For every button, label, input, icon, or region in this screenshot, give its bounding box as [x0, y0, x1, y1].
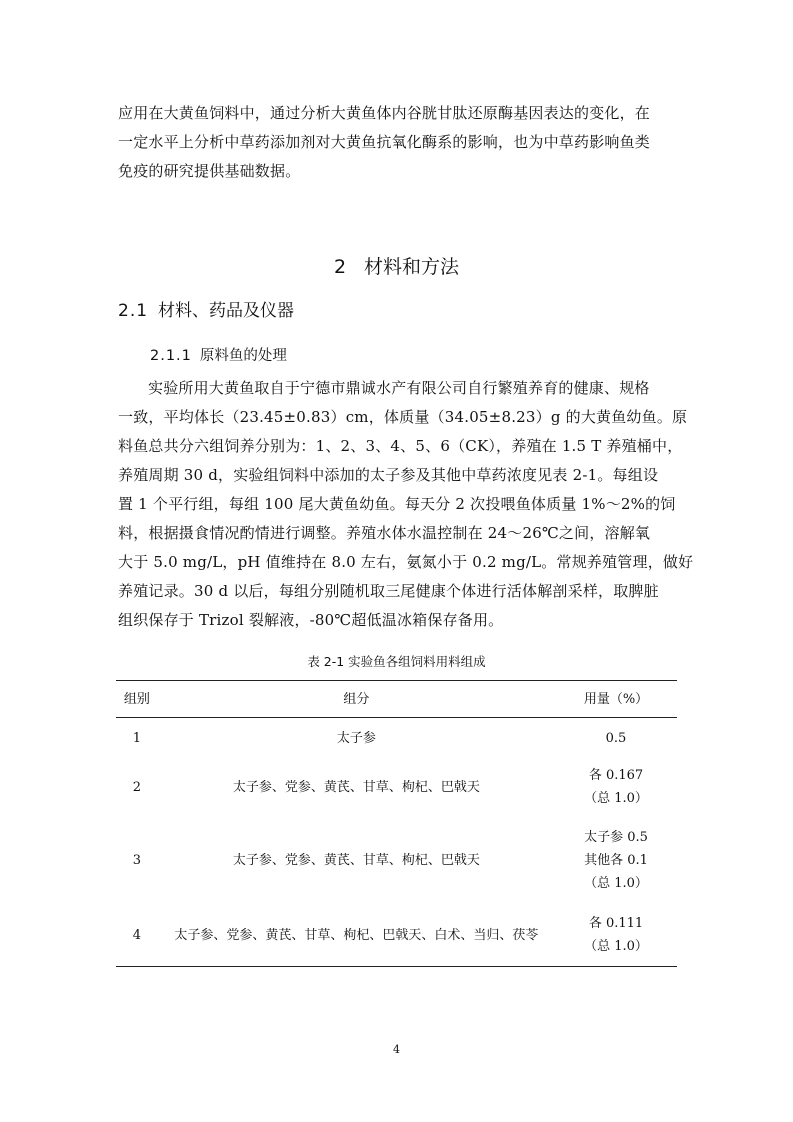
cell-group: 1	[132, 730, 141, 746]
table-row	[116, 816, 677, 904]
amount-line: 各 0.167	[588, 768, 644, 783]
subsubsection-number: 2.1.1	[150, 348, 192, 364]
body-line: 实验所用大黄鱼取自于宁德市鼎诚水产有限公司自行繁殖养育的健康、规格	[148, 379, 650, 397]
body-paragraph	[118, 374, 694, 635]
amount-line: 0.5	[605, 730, 627, 746]
subsection-heading	[118, 296, 294, 321]
table-header-row	[116, 681, 677, 718]
cell-amount	[555, 718, 677, 759]
cell-components: 太子参、党参、黄芪、甘草、枸杞、巴戟天、白术、当归、茯苓	[158, 904, 555, 967]
cell-amount	[555, 904, 677, 967]
amount-line: （总 1.0）	[584, 939, 648, 954]
section-title: 材料和方法	[364, 256, 460, 278]
page-number: 4	[393, 1043, 400, 1056]
table-row	[116, 718, 677, 759]
cell-group: 4	[116, 904, 158, 967]
body-line: 大于 5.0 mg/L，pH 值维持在 8.0 左右，氨氮小于 0.2 mg/L。常规养殖管理，做好	[118, 553, 694, 571]
body-line: 养殖周期 30 d，实验组饲料中添加的太子参及其他中草药浓度见表 2-1。每组设	[118, 466, 659, 484]
body-line: 一致，平均体长（23.45±0.83）cm，体质量（34.05±8.23）g 的大黄鱼幼鱼。原	[118, 408, 688, 426]
intro-paragraph	[118, 99, 678, 186]
subsubsection-title: 原料鱼的处理	[199, 348, 287, 364]
table-row	[116, 758, 677, 816]
intro-line: 一定水平上分析中草药添加剂对大黄鱼抗氧化酶系的影响，也为中草药影响鱼类	[118, 133, 651, 151]
amount-line: （总 1.0）	[584, 791, 648, 806]
intro-line: 免疫的研究提供基础数据。	[118, 162, 301, 180]
cell-amount	[555, 816, 677, 904]
body-line: 置 1 个平行组，每组 100 尾大黄鱼幼鱼。每天分 2 次投喂鱼体质量 1%～2%的饲	[118, 495, 676, 513]
amount-line: 各 0.111	[588, 916, 644, 931]
body-line: 料，根据摄食情况酌情进行调整。养殖水体水温控制在 24～26℃之间，溶解氧	[118, 524, 651, 542]
amount-line: （总 1.0）	[584, 875, 648, 891]
cell-amount	[555, 758, 677, 816]
cell-components: 太子参	[336, 730, 376, 746]
table-row	[116, 904, 677, 967]
cell-components: 太子参、党参、黄芪、甘草、枸杞、巴戟天	[232, 779, 480, 795]
feed-composition-table	[116, 680, 677, 967]
body-line: 料鱼总共分六组饲养分别为：1、2、3、4、5、6（CK），养殖在 1.5 T 养殖桶中，	[118, 437, 683, 455]
subsection-title: 材料、药品及仪器	[158, 301, 295, 321]
subsection-number: 2.1	[118, 301, 149, 321]
amount-line: 太子参 0.5	[584, 829, 648, 845]
body-line: 组织保存于 Trizol 裂解液，-80℃超低温冰箱保存备用。	[118, 611, 504, 629]
header-amount: 用量（%）	[555, 681, 677, 718]
header-group: 组别	[116, 681, 158, 718]
section-heading	[0, 252, 793, 279]
intro-line: 应用在大黄鱼饲料中，通过分析大黄鱼体内谷胱甘肽还原酶基因表达的变化，在	[118, 104, 651, 122]
header-components: 组分	[158, 681, 555, 718]
cell-group: 3	[132, 852, 141, 868]
cell-components: 太子参、党参、黄芪、甘草、枸杞、巴戟天	[232, 852, 480, 868]
section-number: 2	[333, 256, 347, 278]
body-line: 养殖记录。30 d 以后，每组分别随机取三尾健康个体进行活体解剖采样，取脾脏	[118, 582, 659, 600]
amount-line: 其他各 0.1	[584, 852, 648, 868]
table-caption: 表 2-1 实验鱼各组饲料用料组成	[307, 654, 486, 669]
subsubsection-heading	[150, 344, 287, 365]
cell-group: 2	[132, 779, 141, 795]
